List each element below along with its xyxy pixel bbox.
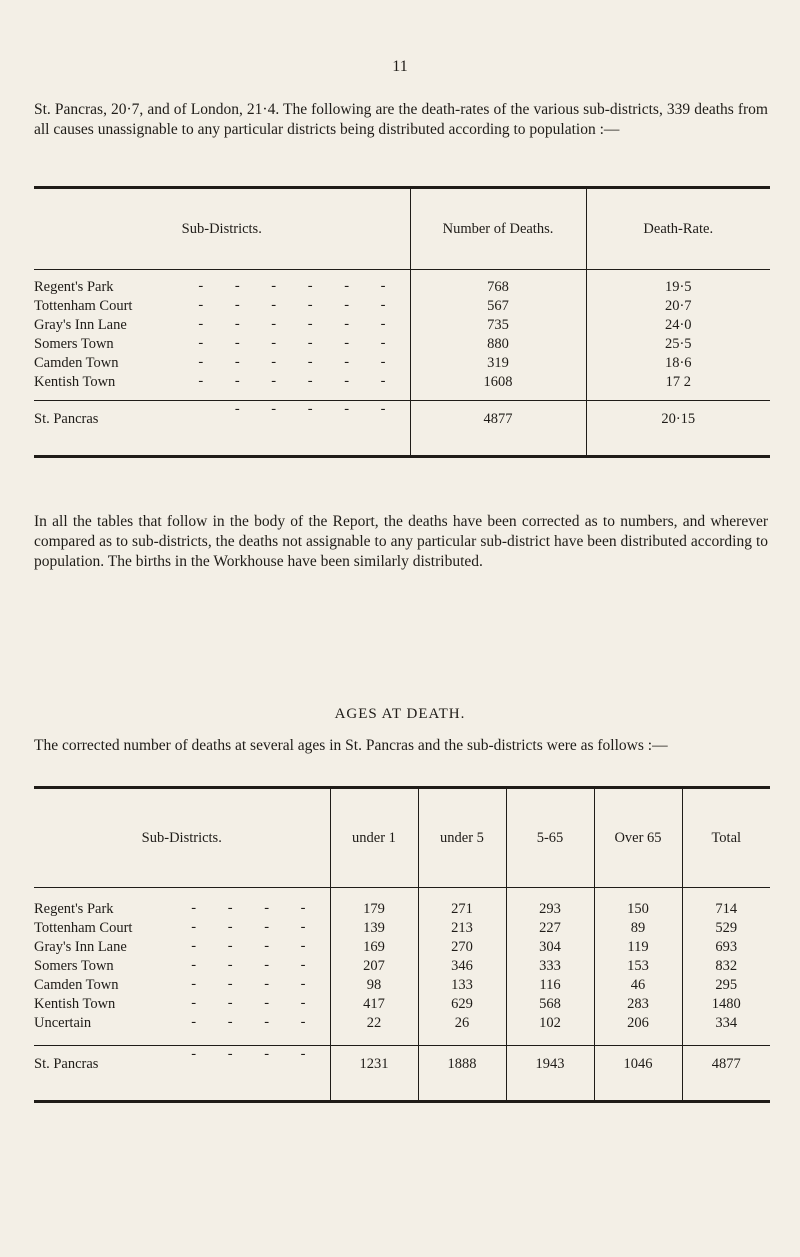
table-row: Regent's Park - - - - 179 271 293 150 714 [34, 900, 770, 919]
total-total: 4877 [682, 1046, 770, 1102]
sub-district-name: Regent's Park [34, 279, 120, 295]
cell-total: 714 [682, 900, 770, 919]
sub-district-name: Kentish Town [34, 996, 121, 1012]
header-sub-districts: Sub-Districts. [34, 188, 410, 270]
cell-age5_65: 293 [506, 900, 594, 919]
cell-over65: 89 [594, 919, 682, 938]
cell-total: 529 [682, 919, 770, 938]
deaths-cell: 768 [410, 278, 586, 297]
rate-cell: 18·6 [586, 354, 770, 373]
cell-over65: 283 [594, 995, 682, 1014]
cell-under5: 26 [418, 1014, 506, 1033]
cell-total: 1480 [682, 995, 770, 1014]
ages-heading: AGES AT DEATH. [334, 706, 466, 722]
cell-total: 295 [682, 976, 770, 995]
sub-district-name: Uncertain [34, 1015, 97, 1031]
table-row: Regent's Park - - - - - - 768 19·5 [34, 278, 770, 297]
cell-over65: 119 [594, 938, 682, 957]
cell-age5_65: 333 [506, 957, 594, 976]
table-row: Camden Town - - - - - - 319 18·6 [34, 354, 770, 373]
table-total-row: St. Pancras - - - - 1231 1888 1943 1046 4877 [34, 1046, 770, 1102]
cell-age5_65: 304 [506, 938, 594, 957]
cell-under1: 169 [330, 938, 418, 957]
header-number-of-deaths: Number of Deaths. [410, 188, 586, 270]
cell-under5: 271 [418, 900, 506, 919]
total-label: St. Pancras [34, 411, 104, 427]
header-total: Total [682, 788, 770, 888]
cell-age5_65: 102 [506, 1014, 594, 1033]
ages-body [34, 888, 770, 1046]
deaths-cell: 319 [410, 354, 586, 373]
correction-paragraph: In all the tables that follow in the body of the Report, the deaths have been corrected as to numbers, and wherever compared as to sub-districts, the deaths not assignable to any particular sub-district have been distributed according to population. The births in the Workhouse have been similarly distributed. [34, 513, 768, 570]
header-5-65: 5-65 [506, 788, 594, 888]
sub-district-name: Somers Town [34, 958, 120, 974]
total-over-65: 1046 [594, 1046, 682, 1102]
sub-district-name: Gray's Inn Lane [34, 939, 133, 955]
sub-district-name: Tottenham Court [34, 298, 138, 314]
table-row: Camden Town - - - - 98 133 116 46 295 [34, 976, 770, 995]
rate-cell: 25·5 [586, 335, 770, 354]
cell-under1: 139 [330, 919, 418, 938]
cell-under1: 98 [330, 976, 418, 995]
deaths-cell: 880 [410, 335, 586, 354]
table-row: Tottenham Court - - - - 139 213 227 89 529 [34, 919, 770, 938]
table-row: Somers Town - - - - - - 880 25·5 [34, 335, 770, 354]
cell-under5: 629 [418, 995, 506, 1014]
sub-district-name: Somers Town [34, 336, 120, 352]
cell-under5: 270 [418, 938, 506, 957]
cell-under1: 22 [330, 1014, 418, 1033]
sub-district-name: Camden Town [34, 355, 125, 371]
cell-over65: 206 [594, 1014, 682, 1033]
page-number: 11 [392, 58, 408, 75]
deaths-cell: 567 [410, 297, 586, 316]
cell-under5: 346 [418, 957, 506, 976]
cell-under1: 207 [330, 957, 418, 976]
sub-district-name: Tottenham Court [34, 920, 138, 936]
total-5-65: 1943 [506, 1046, 594, 1102]
cell-under1: 417 [330, 995, 418, 1014]
table-row: Tottenham Court - - - - - - 567 20·7 [34, 297, 770, 316]
header-under-5: under 5 [418, 788, 506, 888]
deaths-cell: 1608 [410, 373, 586, 392]
cell-age5_65: 227 [506, 919, 594, 938]
ages-table [34, 786, 770, 1103]
cell-total: 334 [682, 1014, 770, 1033]
death-rates-table [34, 186, 770, 458]
header-death-rate: Death-Rate. [586, 188, 770, 270]
total-rate: 20·15 [586, 401, 770, 457]
sub-district-name: Regent's Park [34, 901, 120, 917]
cell-over65: 46 [594, 976, 682, 995]
intro-paragraph: St. Pancras, 20·7, and of London, 21·4. The following are the death-rates of the various sub-districts, 339 deaths from all causes unassignable to any particular districts being distributed according to population :— [34, 101, 768, 138]
table-row: Gray's Inn Lane - - - - 169 270 304 119 693 [34, 938, 770, 957]
table-total-row: St. Pancras - - - - - 4877 20·15 [34, 401, 770, 457]
rate-cell: 24·0 [586, 316, 770, 335]
sub-district-name: Camden Town [34, 977, 125, 993]
header-under-1: under 1 [330, 788, 418, 888]
cell-over65: 150 [594, 900, 682, 919]
sub-district-name: Kentish Town [34, 374, 121, 390]
cell-under5: 213 [418, 919, 506, 938]
rate-cell: 19·5 [586, 278, 770, 297]
cell-total: 832 [682, 957, 770, 976]
cell-age5_65: 116 [506, 976, 594, 995]
table-row: Kentish Town - - - - 417 629 568 283 1480 [34, 995, 770, 1014]
cell-under1: 179 [330, 900, 418, 919]
rate-cell: 17 2 [586, 373, 770, 392]
total-under-5: 1888 [418, 1046, 506, 1102]
total-under-1: 1231 [330, 1046, 418, 1102]
table-row: Gray's Inn Lane - - - - - - 735 24·0 [34, 316, 770, 335]
death-rates-body [34, 270, 770, 401]
deaths-cell: 735 [410, 316, 586, 335]
cell-age5_65: 568 [506, 995, 594, 1014]
cell-over65: 153 [594, 957, 682, 976]
header-over-65: Over 65 [594, 788, 682, 888]
total-label: St. Pancras [34, 1056, 104, 1072]
rate-cell: 20·7 [586, 297, 770, 316]
cell-total: 693 [682, 938, 770, 957]
table-row: Uncertain - - - - 22 26 102 206 334 [34, 1014, 770, 1033]
table-row: Somers Town - - - - 207 346 333 153 832 [34, 957, 770, 976]
total-deaths: 4877 [410, 401, 586, 457]
ages-paragraph: The corrected number of deaths at several ages in St. Pancras and the sub-districts were as follows :— [34, 737, 668, 754]
cell-under5: 133 [418, 976, 506, 995]
sub-district-name: Gray's Inn Lane [34, 317, 133, 333]
table-row: Kentish Town - - - - - - 1608 17 2 [34, 373, 770, 392]
header-sub-districts: Sub-Districts. [34, 788, 330, 888]
